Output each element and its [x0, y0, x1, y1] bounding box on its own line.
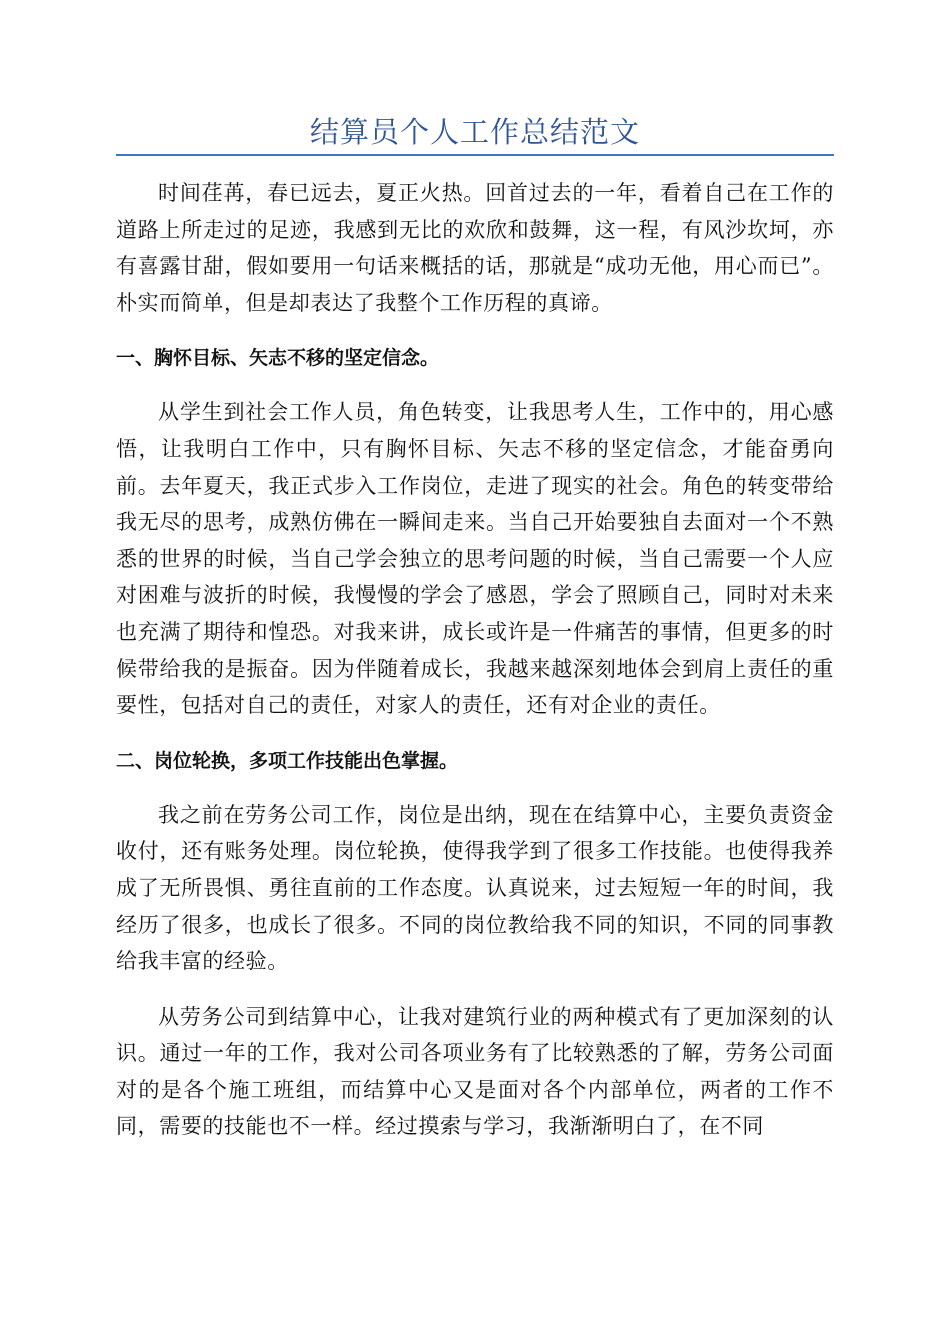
- paragraph-intro: 时间荏苒，春已远去，夏正火热。回首过去的一年，看着自己在工作的道路上所走过的足迹，我感到无比的欢欣和鼓舞，这一程，有风沙坎坷，亦有喜露甘甜，假如要用一句话来概括的话，那就是“成功无他，用心而已”。朴实而简单，但是却表达了我整个工作历程的真谛。: [116, 181, 834, 315]
- paragraph-section-2b: 从劳务公司到结算中心，让我对建筑行业的两种模式有了更加深刻的认识。通过一年的工作，我对公司各项业务有了比较熟悉的了解，劳务公司面对的是各个施工班组，而结算中心又是面对各个内部单位，两者的工作不同，需要的技能也不一样。经过摸索与学习，我渐渐明白了，在不同: [116, 1004, 834, 1139]
- section-heading-1: 一、胸怀目标、矢志不移的坚定信念。: [116, 347, 440, 370]
- title-underline: [116, 154, 834, 156]
- section-heading-2: 二、岗位轮换，多项工作技能出色掌握。: [116, 749, 459, 772]
- document-body: [116, 175, 834, 1164]
- document-title: 结算员个人工作总结范文: [309, 115, 640, 149]
- paragraph-section-1: 从学生到社会工作人员，角色转变，让我思考人生，工作中的，用心感悟，让我明白工作中，只有胸怀目标、矢志不移的坚定信念，才能奋勇向前。去年夏天，我正式步入工作岗位，走进了现实的社会。角色的转变带给我无尽的思考，成熟仿佛在一瞬间走来。当自己开始要独自去面对一个不熟悉的世界的时候，当自己学会独立的思考问题的时候，当自己需要一个人应对困难与波折的时候，我慢慢的学会了感恩，学会了照顾自己，同时对未来也充满了期待和惶恐。对我来讲，成长或许是一件痛苦的事情，但更多的时候带给我的是振奋。因为伴随着成长，我越来越深刻地体会到肩上责任的重要性，包括对自己的责任，对家人的责任，还有对企业的责任。: [116, 400, 834, 718]
- paragraph-section-2a: 我之前在劳务公司工作，岗位是出纳，现在在结算中心，主要负责资金收付，还有账务处理。岗位轮换，使得我学到了很多工作技能。也使得我养成了无所畏惧、勇往直前的工作态度。认真说来，过去短短一年的时间，我经历了很多，也成长了很多。不同的岗位教给我不同的知识，不同的同事教给我丰富的经验。: [116, 802, 834, 974]
